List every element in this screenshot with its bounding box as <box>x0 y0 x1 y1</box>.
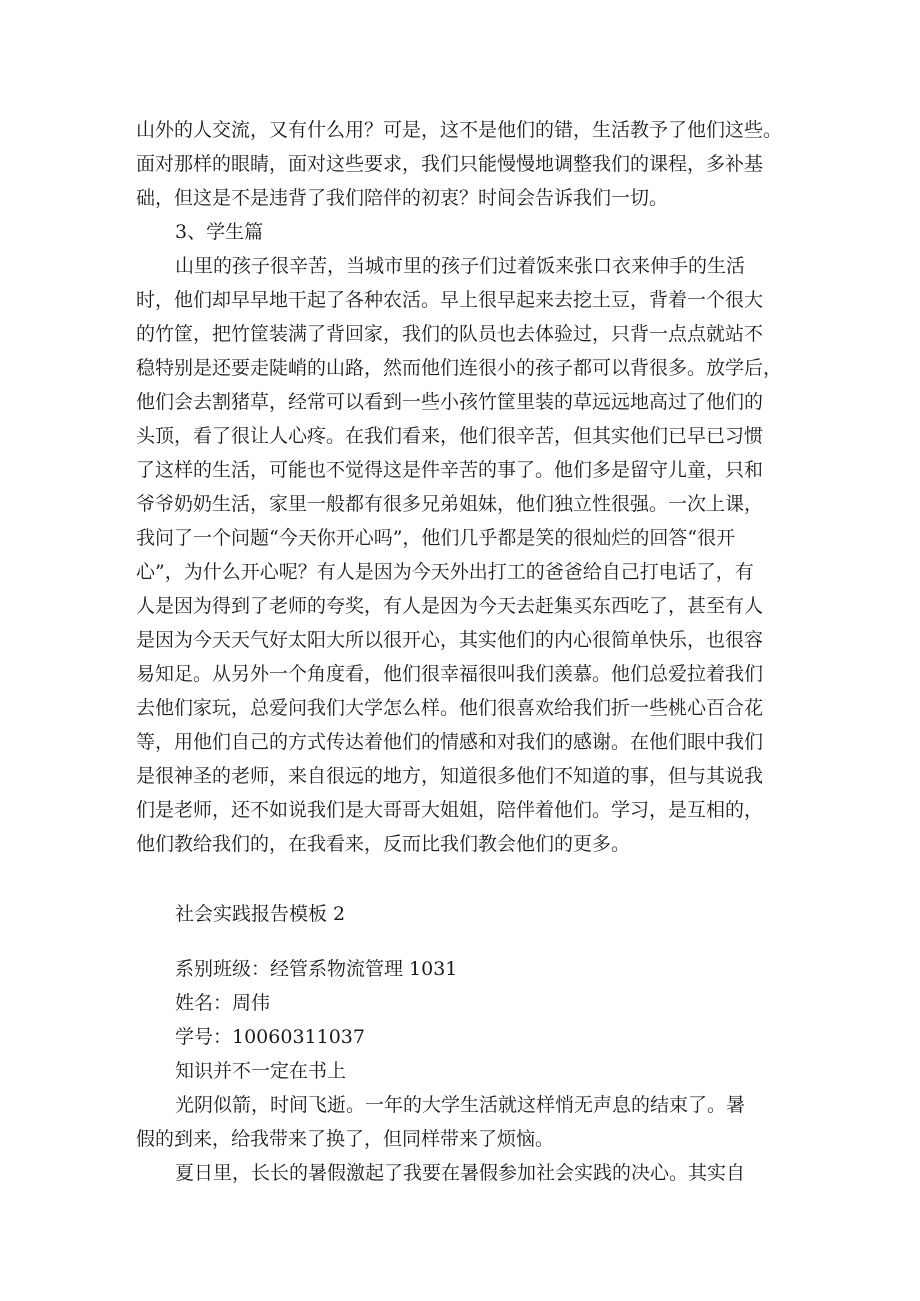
paragraph-line: 夏日里，长长的暑假激起了我要在暑假参加社会实践的决心。其实自 <box>175 1162 746 1184</box>
paragraph-line: 山里的孩子很辛苦，当城市里的孩子们过着饭来张口衣来伸手的生活 <box>175 255 746 277</box>
class-line: 系别班级：经管系物流管理 1031 <box>175 958 458 980</box>
paragraph-line: 心”，为什么开心呢？有人是因为今天外出打工的爸爸给自己打电话了，有 <box>136 561 754 583</box>
paragraph-line: 时，他们却早早地干起了各种农活。早上很早起来去挖土豆，背着一个很大 <box>136 289 764 311</box>
paragraph-line: 假的到来，给我带来了换了，但同样带来了烦恼。 <box>136 1128 555 1150</box>
paragraph-line: 易知足。从另外一个角度看，他们很幸福很叫我们羡慕。他们总爱拉着我们 <box>136 663 764 685</box>
paragraph-line: 人是因为得到了老师的夸奖，有人是因为今天去赶集买东西吃了，甚至有人 <box>136 595 764 617</box>
paragraph-line: 山外的人交流，又有什么用？可是，这不是他们的错，生活教予了他们这些。 <box>136 119 783 141</box>
paragraph-line: 他们教给我们的，在我看来，反而比我们教会他们的更多。 <box>136 833 631 855</box>
paragraph-line: 稳特别是还要走陡峭的山路，然而他们连很小的孩子都可以背很多。放学后， <box>136 357 783 379</box>
paragraph-line: 头顶，看了很让人心疼。在我们看来，他们很辛苦，但其实他们已早已习惯 <box>136 425 764 447</box>
student-id-line: 学号：10060311037 <box>175 1026 365 1048</box>
subtitle: 知识并不一定在书上 <box>175 1060 347 1082</box>
section-heading: 3、学生篇 <box>175 221 264 243</box>
paragraph-line: 是因为今天天气好太阳大所以很开心，其实他们的内心很简单快乐，也很容 <box>136 629 764 651</box>
paragraph-line: 去他们家玩，总爱问我们大学怎么样。他们很喜欢给我们折一些桃心百合花 <box>136 697 764 719</box>
paragraph-line: 他们会去割猪草，经常可以看到一些小孩竹筐里装的草远远地高过了他们的 <box>136 391 764 413</box>
section-title: 社会实践报告模板 2 <box>175 903 346 925</box>
name-line: 姓名：周伟 <box>175 992 271 1014</box>
paragraph-line: 光阴似箭，时间飞逝。一年的大学生活就这样悄无声息的结束了。暑 <box>175 1094 746 1116</box>
paragraph-line: 面对那样的眼睛，面对这些要求，我们只能慢慢地调整我们的课程，多补基 <box>136 153 764 175</box>
paragraph-line: 的竹筐，把竹筐装满了背回家，我们的队员也去体验过，只背一点点就站不 <box>136 323 764 345</box>
paragraph-line: 是很神圣的老师，来自很远的地方，知道很多他们不知道的事，但与其说我 <box>136 765 764 787</box>
paragraph-line: 础，但这是不是违背了我们陪伴的初衷？时间会告诉我们一切。 <box>136 187 669 209</box>
paragraph-line: 等，用他们自己的方式传达着他们的情感和对我们的感谢。在他们眼中我们 <box>136 731 764 753</box>
paragraph-line: 爷爷奶奶生活，家里一般都有很多兄弟姐妹，他们独立性很强。一次上课， <box>136 493 764 515</box>
paragraph-line: 我问了一个问题“今天你开心吗”，他们几乎都是笑的很灿烂的回答“很开 <box>136 527 736 549</box>
paragraph-line: 们是老师，还不如说我们是大哥哥大姐姐，陪伴着他们。学习，是互相的， <box>136 799 764 821</box>
paragraph-line: 了这样的生活，可能也不觉得这是件辛苦的事了。他们多是留守儿童，只和 <box>136 459 764 481</box>
